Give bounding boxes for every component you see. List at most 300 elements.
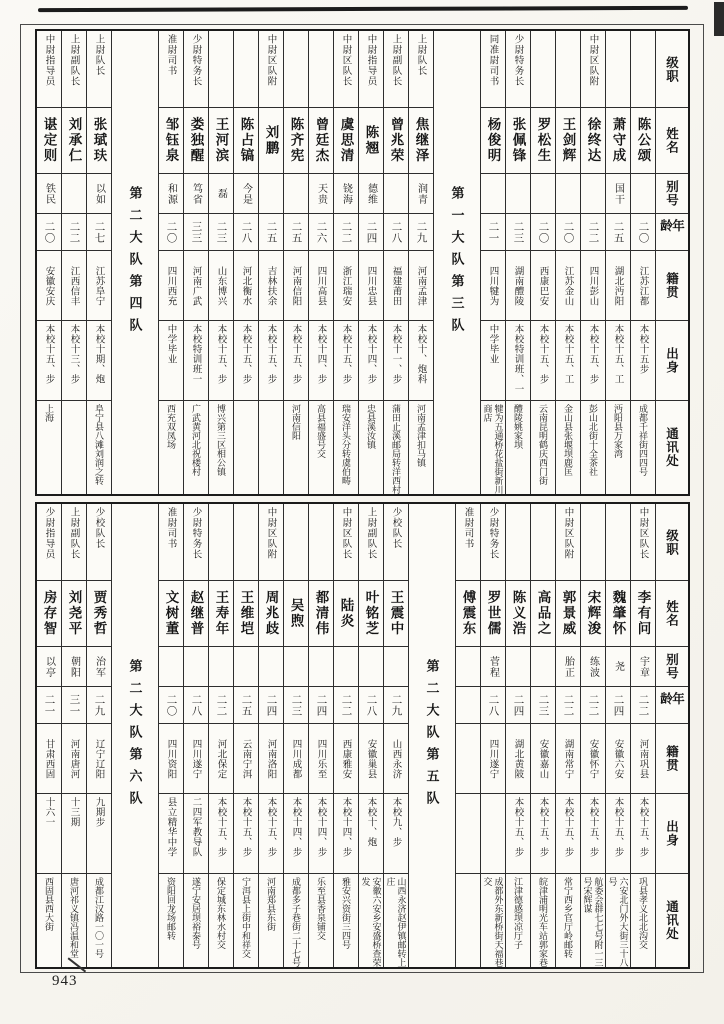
person-rank: 少尉特务长: [190, 34, 201, 87]
person-address: 博兴第三区相公镇: [209, 400, 233, 494]
person-name: 傅震东: [456, 580, 480, 646]
roster-table-2: [35, 502, 690, 969]
person-native-place: 河南广武: [184, 250, 208, 320]
person-age: 二二: [62, 213, 86, 250]
person-address: 阜宁县八滩刘润之转: [87, 400, 111, 494]
person-name: 谌定则: [37, 107, 61, 173]
person-background: 本校十五、步: [284, 320, 308, 400]
person-name: 陈翘: [359, 107, 383, 173]
column-header: 出身: [656, 320, 688, 400]
column-header: 籍贯: [656, 250, 688, 320]
person-alias: [62, 173, 86, 213]
person-rank: 准尉司书: [462, 507, 473, 549]
person-native-place: 辽宁辽阳: [87, 723, 111, 793]
person-background: 本校特训班一: [184, 320, 208, 400]
person-age: 二四: [606, 686, 630, 723]
person-column: [62, 504, 87, 967]
person-alias: [184, 646, 208, 686]
person-native-place: 四川乐至: [309, 723, 333, 793]
person-column: [209, 31, 234, 494]
page-number-area: [52, 972, 78, 990]
column-header: 通讯处: [656, 400, 688, 494]
person-native-place: 安徽安庆: [37, 250, 61, 320]
person-address: 遂宁安居坝裕泰号: [184, 873, 208, 967]
person-name: 都清伟: [309, 580, 333, 646]
person-background: 中学毕业: [481, 320, 505, 400]
person-age: 二二: [581, 213, 605, 250]
person-native-place: 江苏江都: [631, 250, 655, 320]
person-name: 叶铭芝: [359, 580, 383, 646]
person-age: 二四: [259, 686, 283, 723]
person-rank: 少尉特务长: [487, 507, 498, 560]
person-age: 二四: [309, 686, 333, 723]
person-alias: 天贵: [309, 173, 333, 213]
person-background: 十三期: [62, 793, 86, 873]
section-divider: [112, 504, 159, 967]
person-column: [184, 504, 209, 967]
column-header: 级职: [664, 528, 679, 556]
person-background: 本校特训班、一: [506, 320, 530, 400]
person-address: 西固县西大街: [37, 873, 61, 967]
person-name: 罗松生: [531, 107, 555, 173]
person-name: 刘鹏: [259, 107, 283, 173]
person-name: 徐终达: [581, 107, 605, 173]
person-age: 二二: [556, 686, 580, 723]
person-rank: [606, 31, 630, 107]
person-age: 二五: [234, 686, 258, 723]
person-age: 二二: [209, 686, 233, 723]
person-native-place: 江西信丰: [62, 250, 86, 320]
person-name: 高品之: [531, 580, 555, 646]
person-age: 二四: [506, 686, 530, 723]
person-native-place: 湖北沔阳: [606, 250, 630, 320]
person-address: 蒲田止溪邮局转洋西村: [384, 400, 408, 494]
person-alias: 今是: [234, 173, 258, 213]
person-age: 二九: [87, 686, 111, 723]
person-column: [631, 31, 656, 494]
person-column: [159, 31, 184, 494]
person-address: 雅安兴资街三四号: [334, 873, 358, 967]
person-age: 二〇: [37, 213, 61, 250]
person-address: 常宁西乡官厅岭邮转: [556, 873, 580, 967]
person-age: 二八: [359, 686, 383, 723]
person-age: 二八: [481, 686, 505, 723]
person-rank: 上尉副队长: [390, 34, 401, 87]
person-age: 二二: [631, 686, 655, 723]
person-alias: [359, 646, 383, 686]
person-alias: 菅程: [481, 646, 505, 686]
person-rank: [631, 31, 655, 107]
person-rank: 少校队长: [390, 507, 401, 549]
person-background: 本校十五步: [631, 320, 655, 400]
person-alias: 尧: [606, 646, 630, 686]
person-alias: [284, 173, 308, 213]
person-alias: [259, 173, 283, 213]
column-header: 年龄: [656, 213, 688, 250]
person-native-place: 四川西充: [159, 250, 183, 320]
person-alias: 磊: [209, 173, 233, 213]
person-background: 本校十五、步: [234, 320, 258, 400]
person-address: 彭山北街十全茶社: [581, 400, 605, 494]
person-rank: 同准尉司书: [487, 34, 498, 87]
person-rank: [234, 31, 258, 107]
person-name: 王剑辉: [556, 107, 580, 173]
header-column: [656, 31, 688, 494]
person-alias: 朝阳: [62, 646, 86, 686]
person-column: [556, 31, 581, 494]
person-rank: [309, 504, 333, 580]
column-header: 别号: [656, 173, 688, 213]
person-column: [606, 504, 631, 967]
person-address: 醴陵姚家坝: [506, 400, 530, 494]
column-header: 通讯处: [656, 873, 688, 967]
person-name: 曾兆荣: [384, 107, 408, 173]
person-alias: [384, 173, 408, 213]
person-native-place: 湖南常宁: [556, 723, 580, 793]
person-background: [481, 793, 505, 873]
person-age: 二五: [259, 213, 283, 250]
person-alias: 德维: [359, 173, 383, 213]
person-column: [234, 31, 259, 494]
person-age: 二八: [384, 213, 408, 250]
person-background: 本校十五、步: [209, 793, 233, 873]
person-age: 二二: [581, 686, 605, 723]
person-age: 二九: [384, 686, 408, 723]
person-native-place: 四川忠县: [359, 250, 383, 320]
person-column: [606, 31, 631, 494]
person-name: 娄独醒: [184, 107, 208, 173]
person-rank: 中尉指导员: [43, 34, 54, 87]
person-address: 宁洱县上街中和祥交: [234, 873, 258, 967]
person-age: 二五: [606, 213, 630, 250]
person-alias: [531, 173, 555, 213]
person-name: 陈公颂: [631, 107, 655, 173]
person-column: [284, 504, 309, 967]
person-background: 本校十四、步: [309, 320, 333, 400]
person-background: 本校十五、步: [506, 793, 530, 873]
person-column: [456, 504, 481, 967]
person-rank: 少尉指导员: [43, 507, 54, 560]
person-age: 二〇: [531, 213, 555, 250]
section-divider: [434, 31, 481, 494]
person-name: 宋辉浚: [581, 580, 605, 646]
section-title: 第一大队第三队: [449, 185, 465, 340]
person-background: 本校十五、步: [631, 793, 655, 873]
person-rank: [209, 31, 233, 107]
person-native-place: 西康巴安: [531, 250, 555, 320]
person-native-place: 湖南醴陵: [506, 250, 530, 320]
person-alias: [284, 646, 308, 686]
person-alias: [309, 646, 333, 686]
person-alias: 宇章: [631, 646, 655, 686]
person-rank: [531, 31, 555, 107]
person-background: 本校十五、步: [606, 793, 630, 873]
roster-table-1: [35, 29, 690, 496]
person-background: 本校十四、步: [284, 793, 308, 873]
person-address: 忠县溪汝镇: [359, 400, 383, 494]
person-column: [309, 31, 334, 494]
person-rank: 准尉司书: [165, 507, 176, 549]
person-age: 二八: [184, 686, 208, 723]
person-name: 虞思清: [334, 107, 358, 173]
person-column: [384, 31, 409, 494]
person-native-place: 河南孟津: [409, 250, 433, 320]
person-name: 邹钰泉: [159, 107, 183, 173]
person-age: 二一: [481, 213, 505, 250]
person-rank: [581, 504, 605, 580]
person-native-place: 安徽六安: [606, 723, 630, 793]
person-native-place: 甘肃西固: [37, 723, 61, 793]
person-name: 赵继普: [184, 580, 208, 646]
person-address: 高县福盛号交: [309, 400, 333, 494]
person-rank: [556, 31, 580, 107]
person-rank: [234, 504, 258, 580]
person-alias: [531, 646, 555, 686]
person-age: 二七: [87, 213, 111, 250]
person-alias: [506, 173, 530, 213]
person-rank: 上尉副队长: [68, 507, 79, 560]
person-rank: 中尉区队附: [265, 34, 276, 87]
person-native-place: 西康雅安: [334, 723, 358, 793]
person-address: 六安北门外大街三十八号: [606, 873, 630, 967]
person-native-place: 云南宁洱: [234, 723, 258, 793]
person-alias: [456, 646, 480, 686]
person-background: 本校十、炮科: [409, 320, 433, 400]
column-header: 别号: [656, 646, 688, 686]
person-column: [531, 504, 556, 967]
person-address: 成都外东新桥街天福巷交: [481, 873, 505, 967]
person-name: 房存智: [37, 580, 61, 646]
person-address: 西充双凤场: [159, 400, 183, 494]
person-address: 犍为五通桥花盐街新川商店: [481, 400, 505, 494]
person-address: [456, 873, 480, 967]
person-rank: 上尉队长: [93, 34, 104, 76]
person-alias: 铙海: [334, 173, 358, 213]
person-address: 瑞安洋头分转虞伯畴: [334, 400, 358, 494]
person-column: [259, 31, 284, 494]
person-rank: [284, 504, 308, 580]
column-header: 级职: [664, 55, 679, 83]
person-column: [334, 504, 359, 967]
person-age: 二〇: [556, 213, 580, 250]
person-address: 山西永济赵伊镇邮转上庄: [384, 873, 408, 967]
person-column: [384, 504, 409, 967]
person-alias: 练波: [581, 646, 605, 686]
person-column: [409, 31, 434, 494]
person-rank: [606, 504, 630, 580]
person-background: 本校十期、炮: [87, 320, 111, 400]
person-column: [506, 504, 531, 967]
person-alias: 胎正: [556, 646, 580, 686]
person-age: [456, 686, 480, 723]
person-native-place: 山西永济: [384, 723, 408, 793]
person-name: 周兆歧: [259, 580, 283, 646]
person-address: 上海: [37, 400, 61, 494]
person-native-place: 安徽嘉山: [531, 723, 555, 793]
person-rank: 中尉区队附: [587, 34, 598, 87]
person-age: 二一: [37, 686, 61, 723]
person-rank: 中尉区队附: [562, 507, 573, 560]
person-rank: 少尉特务长: [190, 507, 201, 560]
person-column: [37, 504, 62, 967]
person-address: 资阳回龙场邮转: [159, 873, 183, 967]
person-native-place: 四川资阳: [159, 723, 183, 793]
person-native-place: 浙江瑞安: [334, 250, 358, 320]
person-age: 二九: [409, 213, 433, 250]
column-header: 出身: [656, 793, 688, 873]
person-rank: 中尉区队长: [637, 507, 648, 560]
person-background: 本校十三、步: [62, 320, 86, 400]
person-native-place: 江苏阜宁: [87, 250, 111, 320]
person-alias: 治军: [87, 646, 111, 686]
person-background: 本校九、步: [384, 793, 408, 873]
person-age: 二三: [506, 213, 530, 250]
person-column: [234, 504, 259, 967]
person-rank: [531, 504, 555, 580]
person-background: 本校十五、步: [556, 793, 580, 873]
person-age: 二五: [284, 213, 308, 250]
person-column: [631, 504, 656, 967]
person-column: [209, 504, 234, 967]
person-background: 本校十、炮: [359, 793, 383, 873]
person-native-place: 四川遂宁: [481, 723, 505, 793]
person-address: [259, 400, 283, 494]
person-name: 王河滨: [209, 107, 233, 173]
person-column: [259, 504, 284, 967]
person-column: [334, 31, 359, 494]
person-name: 萧守成: [606, 107, 630, 173]
person-address: [234, 400, 258, 494]
person-native-place: 福建莆田: [384, 250, 408, 320]
person-background: 本校十五、步: [259, 793, 283, 873]
person-name: 贾秀哲: [87, 580, 111, 646]
person-name: 吴煦: [284, 580, 308, 646]
person-column: [581, 504, 606, 967]
person-alias: 铁民: [37, 173, 61, 213]
person-rank: 上尉副队长: [68, 34, 79, 87]
person-background: 本校十五、步: [531, 320, 555, 400]
person-background: 本校十五、工: [556, 320, 580, 400]
person-column: [37, 31, 62, 494]
person-age: 二二: [334, 213, 358, 250]
person-address: 安徽六安乡安盛桥查荣发: [359, 873, 383, 967]
person-background: 本校十五、工: [606, 320, 630, 400]
person-background: 县立精华中学: [159, 793, 183, 873]
person-background: 本校十五、步: [334, 320, 358, 400]
person-column: [309, 504, 334, 967]
person-native-place: 河南巩县: [631, 723, 655, 793]
person-column: [481, 31, 506, 494]
person-background: 二四军教导队: [184, 793, 208, 873]
person-alias: 以如: [87, 173, 111, 213]
person-alias: [234, 646, 258, 686]
person-age: 二三: [531, 686, 555, 723]
person-rank: [284, 31, 308, 107]
person-address: 广武黄河北祝楼村: [184, 400, 208, 494]
person-background: 本校十四、步: [309, 793, 333, 873]
header-column: [656, 504, 688, 967]
person-name: 李有问: [631, 580, 655, 646]
person-age: 二〇: [159, 686, 183, 723]
person-alias: [581, 173, 605, 213]
person-background: 本校十五、步: [581, 320, 605, 400]
person-address: 成都江汉路一〇一号: [87, 873, 111, 967]
person-native-place: 河北衡水: [234, 250, 258, 320]
person-rank: [209, 504, 233, 580]
person-native-place: 吉林扶余: [259, 250, 283, 320]
person-address: 沔阳县万家湾: [606, 400, 630, 494]
person-native-place: 安徽怀宁: [581, 723, 605, 793]
person-name: 魏肇怀: [606, 580, 630, 646]
section-divider: [409, 504, 456, 967]
person-column: [284, 31, 309, 494]
person-background: [456, 793, 480, 873]
person-column: [581, 31, 606, 494]
person-native-place: [456, 723, 480, 793]
section-title: 第二大队第五队: [424, 658, 440, 813]
person-column: [506, 31, 531, 494]
person-address: 乐至县香泉铺交: [309, 873, 333, 967]
person-age: 二〇: [631, 213, 655, 250]
person-native-place: 河南信阳: [284, 250, 308, 320]
person-name: 焦继泽: [409, 107, 433, 173]
column-header: 姓名: [656, 107, 688, 173]
person-background: 十六一: [37, 793, 61, 873]
person-alias: [159, 646, 183, 686]
person-alias: [209, 646, 233, 686]
person-background: 本校十五、步: [37, 320, 61, 400]
person-age: 三三: [184, 213, 208, 250]
person-age: 二六: [309, 213, 333, 250]
person-address: 云南昆明鹤庆西门街: [531, 400, 555, 494]
column-header: 姓名: [656, 580, 688, 646]
person-column: [159, 504, 184, 967]
person-background: 本校十五、步: [531, 793, 555, 873]
person-name: 张佩锋: [506, 107, 530, 173]
person-age: 二八: [234, 213, 258, 250]
person-name: 曾廷杰: [309, 107, 333, 173]
person-native-place: 四川高县: [309, 250, 333, 320]
person-name: 王维垲: [234, 580, 258, 646]
column-header: 年龄: [656, 686, 688, 723]
person-alias: [334, 646, 358, 686]
person-address: 江津德感坝凉厅子: [506, 873, 530, 967]
person-alias: 国干: [606, 173, 630, 213]
person-address: [62, 400, 86, 494]
person-address: 成都多子巷街二十七号: [284, 873, 308, 967]
person-native-place: 湖北黄陂: [506, 723, 530, 793]
person-name: 陈占镐: [234, 107, 258, 173]
section-divider: [112, 31, 159, 494]
person-name: 刘尧平: [62, 580, 86, 646]
person-background: 本校十五、步: [259, 320, 283, 400]
person-age: 二四: [359, 213, 383, 250]
person-background: 九期步: [87, 793, 111, 873]
person-column: [62, 31, 87, 494]
person-alias: [631, 173, 655, 213]
person-rank: [309, 31, 333, 107]
person-name: 陈义浩: [506, 580, 530, 646]
person-column: [531, 31, 556, 494]
person-native-place: 四川遂宁: [184, 723, 208, 793]
person-name: 罗世儒: [481, 580, 505, 646]
column-header: 籍贯: [656, 723, 688, 793]
section-title: 第二大队第六队: [127, 658, 143, 813]
person-name: 刘承仁: [62, 107, 86, 173]
person-rank: 中尉指导员: [365, 34, 376, 87]
person-background: 本校十五、步: [581, 793, 605, 873]
person-rank: 上尉副队长: [365, 507, 376, 560]
